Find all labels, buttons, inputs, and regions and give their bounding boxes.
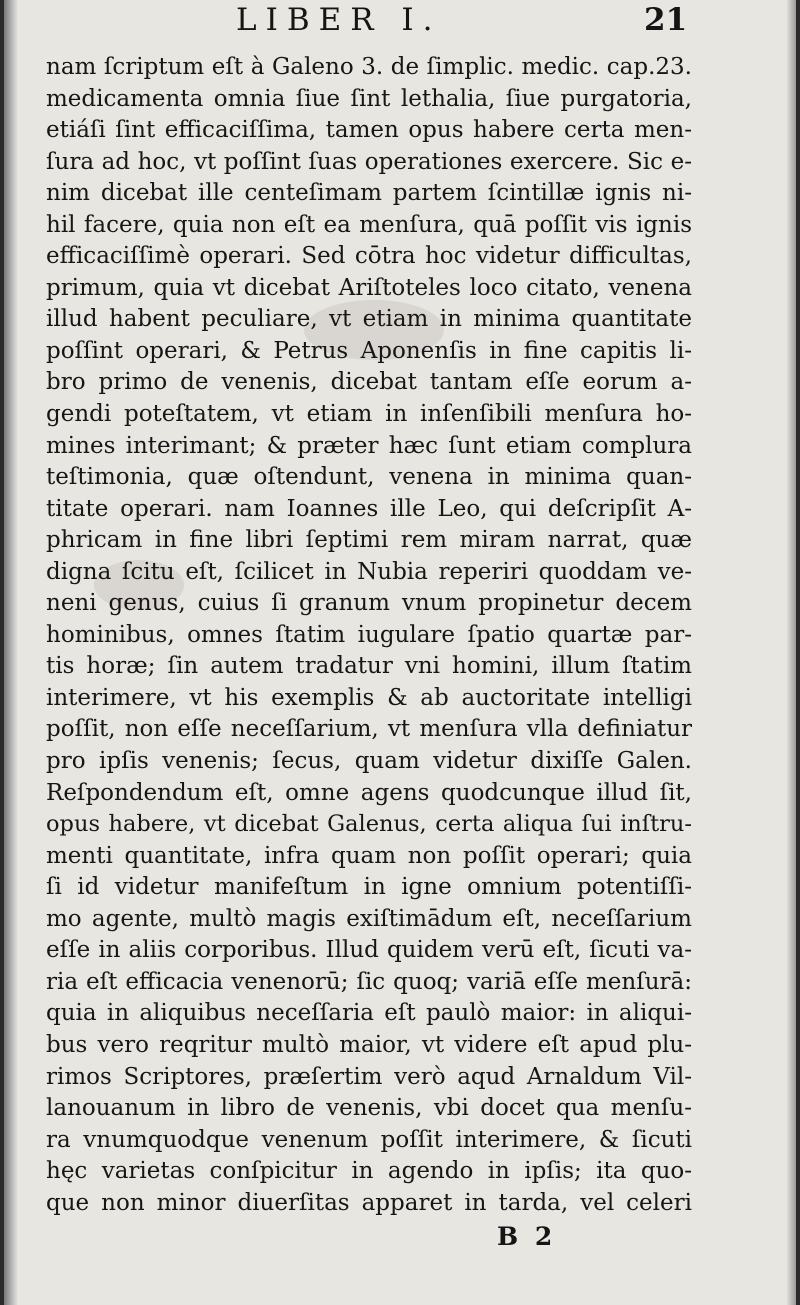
text-line: primum, quia vt dicebat Ariſtoteles loco citato, venena (46, 274, 692, 301)
text-line: hil facere, quia non eſt ea menſura, quā poſſit vis ignis (46, 211, 692, 238)
text-line: que non minor diuerſitas apparet in tarda, vel celeri (46, 1189, 692, 1216)
book-title: LIBER I. (236, 2, 442, 38)
text-line: rimos Scriptores, præſertim verò aqud Arnaldum Vil- (46, 1063, 692, 1090)
text-line: nim dicebat ille centeſimam partem ſcintillæ ignis ni- (46, 180, 692, 207)
text-line: Reſpondendum eſt, omne agens quodcunque illud ſit, (46, 779, 692, 806)
text-line: neni genus, cuius ſi granum vnum propinetur decem (46, 590, 692, 617)
book-page (4, 0, 796, 1305)
body-text (46, 52, 692, 1219)
text-line: gendi poteſtatem, vt etiam in inſenſibili menſura ho- (46, 401, 692, 428)
text-line: tis horæ; ſin autem tradatur vni homini, illum ſtatim (46, 653, 692, 680)
text-line: etiáſi ſint efficaciſſima, tamen opus habere certa men- (46, 117, 692, 144)
text-line: teſtimonia, quæ oſtendunt, venena in minima quan- (46, 464, 692, 491)
running-head (4, 2, 796, 42)
text-line: interimere, vt his exemplis & ab auctoritate intelligi (46, 684, 692, 711)
text-line: digna ſcitu eſt, ſcilicet in Nubia reperiri quoddam ve- (46, 558, 692, 585)
text-line: menti quantitate, infra quam non poſſit operari; quia (46, 842, 692, 869)
text-line: ria eſt efficacia venenorū; ſic quoq; variā eſſe menſurā: (46, 968, 692, 995)
text-line: opus habere, vt dicebat Galenus, certa aliqua ſui inſtru- (46, 811, 692, 838)
text-line: nam ſcriptum eſt à Galeno 3. de ſimplic. medic. cap.23. (46, 54, 692, 80)
text-line: poſſit, non eſſe neceſſarium, vt menſura vlla definiatur (46, 716, 692, 743)
text-line: titate operari. nam Ioannes ille Leo, qui deſcripſit A- (46, 495, 692, 522)
text-line: ſura ad hoc, vt poſſint ſuas operationes exercere. Sic e- (46, 148, 692, 175)
text-line: bus vero reqritur multò maior, vt videre eſt apud plu- (46, 1031, 692, 1058)
text-line: medicamenta omnia ſiue ſint lethalia, ſiue purgatoria, (46, 85, 692, 112)
page-number: 21 (644, 2, 688, 38)
text-line: efficaciſſimè operari. Sed cōtra hoc videtur difficultas, (46, 243, 692, 270)
text-line: pro ipſis venenis; ſecus, quam videtur dixiſſe Galen. (46, 748, 692, 775)
text-line: mo agente, multò magis exiſtimādum eſt, neceſſarium (46, 905, 692, 932)
text-line: ra vnumquodque venenum poſſit interimere, & ſicuti (46, 1126, 692, 1153)
text-line: quia in aliquibus neceſſaria eſt paulò maior: in aliqui- (46, 1000, 692, 1027)
text-line: lanouanum in libro de venenis, vbi docet qua menſu- (46, 1095, 692, 1122)
text-line: hęc varietas conſpicitur in agendo in ipſis; ita quo- (46, 1158, 692, 1185)
text-line: eſſe in aliis corporibus. Illud quidem verū eſt, ſicuti va- (46, 937, 692, 964)
signature-mark: B 2 (497, 1222, 557, 1251)
text-line: poſſint operari, & Petrus Aponenſis in fine capitis li- (46, 337, 692, 364)
text-line: bro primo de venenis, dicebat tantam eſſe eorum a- (46, 369, 692, 396)
text-line: ſi id videtur manifeſtum in igne omnium potentiſſi- (46, 874, 692, 901)
text-line: phricam in fine libri ſeptimi rem miram narrat, quæ (46, 527, 692, 554)
text-line: hominibus, omnes ſtatim iugulare ſpatio quartæ par- (46, 621, 692, 648)
text-line: illud habent peculiare, vt etiam in minima quantitate (46, 306, 692, 333)
text-line: mines interimant; & præter hæc ſunt etiam complura (46, 432, 692, 459)
